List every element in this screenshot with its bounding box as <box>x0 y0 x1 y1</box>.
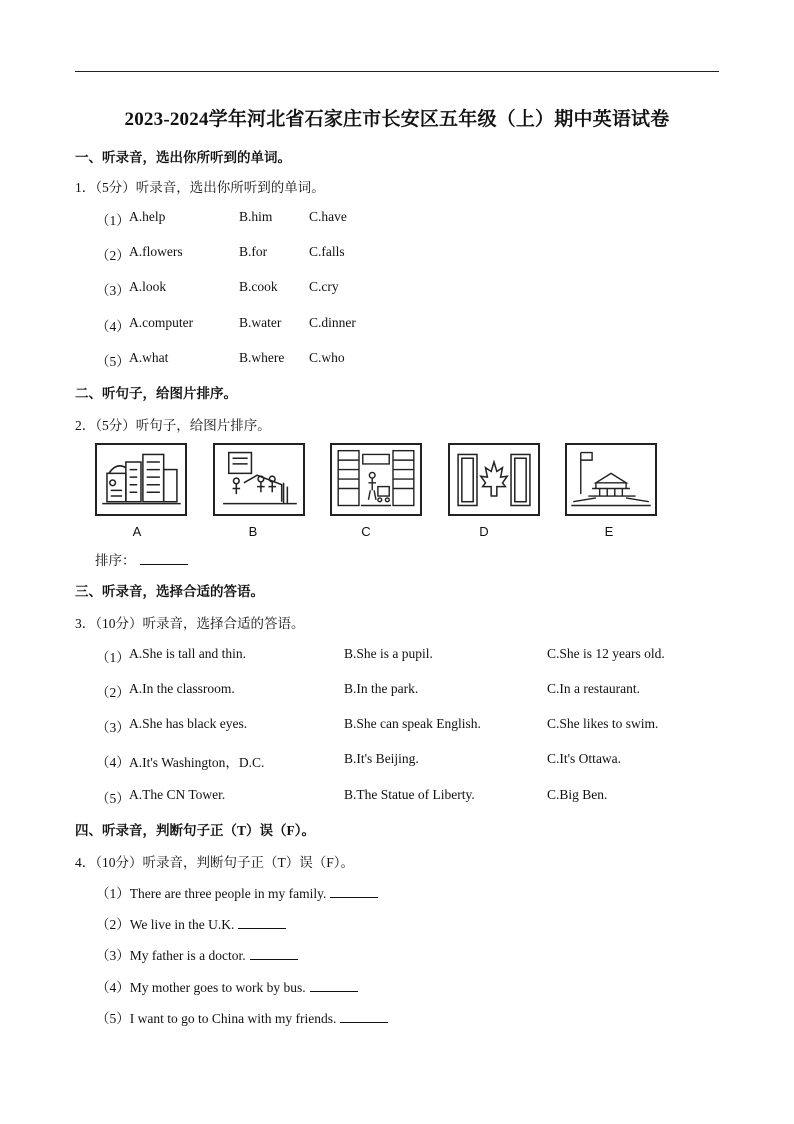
picture-label-d: D <box>479 524 489 539</box>
q3-row-num: （3） <box>96 720 130 735</box>
picture-c <box>330 443 422 516</box>
picture-b <box>213 443 305 516</box>
q1-option-b[interactable]: B.cook <box>239 279 278 294</box>
picture-label-c: C <box>361 524 371 539</box>
order-label: 排序： <box>95 553 136 568</box>
q4-answer-blank[interactable] <box>310 980 358 992</box>
q4-item-text: We live in the U.K. <box>129 917 235 932</box>
q3-row-num: （2） <box>96 685 130 700</box>
section1-heading: 一、听录音，选出你所听到的单词。 <box>75 150 291 165</box>
q1-option-b[interactable]: B.water <box>239 315 282 330</box>
q4-answer-blank[interactable] <box>330 886 378 898</box>
q4-item-text: My father is a doctor. <box>129 948 246 963</box>
tiananmen-icon <box>567 445 655 514</box>
q4-item <box>96 944 298 964</box>
q1-row-num: （1） <box>96 213 130 228</box>
question2-prompt: 2．（5分）听句子，给图片排序。 <box>75 418 271 433</box>
q4-item-num: （3） <box>96 948 130 963</box>
q1-option-c[interactable]: C.falls <box>309 244 345 259</box>
q3-option-c[interactable]: C.In a restaurant. <box>547 681 640 696</box>
picture-a <box>95 443 187 516</box>
q1-option-a[interactable]: A.flowers <box>129 244 183 259</box>
shop-shelves-icon <box>332 445 420 514</box>
q3-option-a[interactable]: A.She is tall and thin. <box>129 646 246 661</box>
top-rule <box>75 71 719 72</box>
exam-title: 2023-2024学年河北省石家庄市长安区五年级（上）期中英语试卷 <box>124 109 670 130</box>
q3-option-a[interactable]: A.She has black eyes. <box>129 716 248 731</box>
park-people-icon <box>215 445 303 514</box>
question1-prompt: 1．（5分）听录音，选出你所听到的单词。 <box>75 180 325 195</box>
q3-option-c[interactable]: C.She likes to swim. <box>547 716 659 731</box>
q3-row-num: （1） <box>96 650 130 665</box>
picture-label-e: E <box>604 524 614 539</box>
question4-prompt: 4．（10分）听录音，判断句子正（T）误（F）。 <box>75 855 355 870</box>
q4-item-num: （1） <box>96 886 130 901</box>
q3-option-b[interactable]: B.She can speak English. <box>344 716 481 731</box>
q3-option-c[interactable]: C.Big Ben. <box>547 787 608 802</box>
order-answer-blank[interactable] <box>140 553 188 565</box>
q3-row-num: （4） <box>96 755 130 770</box>
canada-flag-icon <box>450 445 538 514</box>
q1-option-b[interactable]: B.him <box>239 209 273 224</box>
q4-item-text: I want to go to China with my friends. <box>129 1011 337 1026</box>
picture-e <box>565 443 657 516</box>
q1-option-b[interactable]: B.for <box>239 244 268 259</box>
q3-option-c[interactable]: C.It's Ottawa. <box>547 751 622 766</box>
question3-prompt: 3．（10分）听录音，选择合适的答语。 <box>75 616 305 631</box>
order-line <box>95 549 188 569</box>
picture-label-a: A <box>132 524 142 539</box>
q4-item-text: My mother goes to work by bus. <box>129 980 306 995</box>
q1-option-c[interactable]: C.cry <box>309 279 339 294</box>
section4-heading: 四、听录音，判断句子正（T）误（F）。 <box>75 823 316 838</box>
q3-option-b[interactable]: B.It's Beijing. <box>344 751 419 766</box>
q4-item <box>96 976 358 996</box>
picture-label-b: B <box>248 524 258 539</box>
q4-answer-blank[interactable] <box>250 948 298 960</box>
q1-option-c[interactable]: C.have <box>309 209 347 224</box>
q3-option-a[interactable]: A.In the classroom. <box>129 681 235 696</box>
q1-row-num: （3） <box>96 283 130 298</box>
q1-option-b[interactable]: B.where <box>239 350 285 365</box>
q3-option-a[interactable]: A.It's Washington，D.C. <box>129 755 265 770</box>
q1-option-c[interactable]: C.who <box>309 350 345 365</box>
q3-row-num: （5） <box>96 791 130 806</box>
section3-heading: 三、听录音，选择合适的答语。 <box>75 584 264 599</box>
q4-item <box>96 1007 388 1027</box>
q4-item-num: （2） <box>96 917 130 932</box>
q3-option-b[interactable]: B.In the park. <box>344 681 419 696</box>
picture-d <box>448 443 540 516</box>
q1-option-a[interactable]: A.help <box>129 209 166 224</box>
q1-row-num: （4） <box>96 319 130 334</box>
q1-option-a[interactable]: A.look <box>129 279 167 294</box>
q1-row-num: （5） <box>96 354 130 369</box>
q3-option-b[interactable]: B.She is a pupil. <box>344 646 433 661</box>
q3-option-a[interactable]: A.The CN Tower. <box>129 787 226 802</box>
section2-heading: 二、听句子，给图片排序。 <box>75 386 237 401</box>
q4-item <box>96 913 286 933</box>
q4-item-num: （5） <box>96 1011 130 1026</box>
q1-option-a[interactable]: A.computer <box>129 315 194 330</box>
q3-option-c[interactable]: C.She is 12 years old. <box>547 646 665 661</box>
q4-answer-blank[interactable] <box>238 917 286 929</box>
q4-item-num: （4） <box>96 980 130 995</box>
q4-item-text: There are three people in my family. <box>129 886 327 901</box>
q4-item <box>96 882 378 902</box>
q1-option-c[interactable]: C.dinner <box>309 315 356 330</box>
q1-row-num: （2） <box>96 248 130 263</box>
buildings-sketch-icon <box>97 445 185 514</box>
q3-option-b[interactable]: B.The Statue of Liberty. <box>344 787 475 802</box>
q4-answer-blank[interactable] <box>340 1011 388 1023</box>
q1-option-a[interactable]: A.what <box>129 350 169 365</box>
